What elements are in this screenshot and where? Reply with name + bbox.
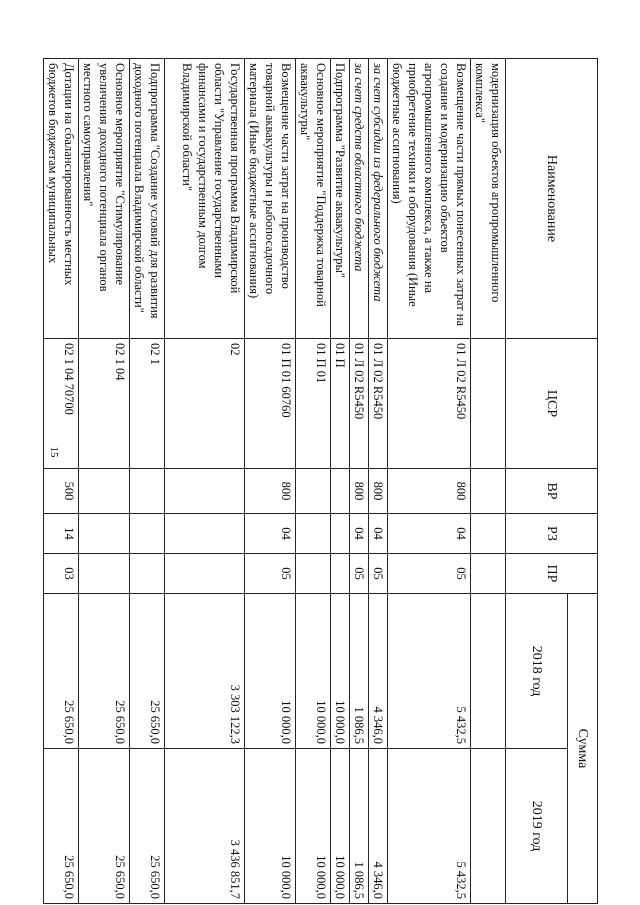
cell-vr	[471, 469, 506, 514]
cell-pr	[79, 554, 130, 594]
cell-sum-2019: 25 650,0	[44, 749, 79, 904]
table-row	[331, 59, 350, 904]
cell-rz: 04	[350, 514, 369, 554]
header-pr: ПР	[506, 554, 598, 594]
cell-name: Возмещение части прямых понесенных затрат на создание и модернизацию объектов агропромышленного комплекса, а также на приобретение техники и оборудования (Иные бюджетные ассигнования)	[388, 59, 471, 339]
cell-sum-2019: 1 086,5	[350, 749, 369, 904]
cell-csr: 02 1 04	[79, 339, 130, 469]
cell-pr: 05	[245, 554, 296, 594]
cell-rz	[165, 514, 245, 554]
cell-sum-2019: 3 436 851,7	[165, 749, 245, 904]
cell-vr: 800	[369, 469, 388, 514]
cell-sum-2019: 25 650,0	[130, 749, 165, 904]
cell-vr	[165, 469, 245, 514]
cell-vr: 800	[350, 469, 369, 514]
cell-name: Основное мероприятие "Стимулирование увеличения доходного потенциала органов местного самоуправления"	[79, 59, 130, 339]
cell-sum-2018: 25 650,0	[44, 594, 79, 749]
cell-rz: 14	[44, 514, 79, 554]
cell-name: Подпрограмма "Создание условий для развития доходного потенциала Владимирской области"	[130, 59, 165, 339]
cell-pr	[331, 554, 350, 594]
cell-sum-2018: 25 650,0	[130, 594, 165, 749]
table-row	[471, 59, 506, 904]
cell-name: Дотации на сбалансированность местных бюджетов бюджетам муниципальных	[44, 59, 79, 339]
header-csr: ЦСР	[506, 339, 598, 469]
cell-sum-2019: 10 000,0	[296, 749, 331, 904]
header-year-2019: 2019 год	[506, 749, 568, 904]
cell-csr: 01 П 01 60760	[245, 339, 296, 469]
table-row	[296, 59, 331, 904]
cell-rz	[79, 514, 130, 554]
cell-rz: 04	[245, 514, 296, 554]
cell-rz: 04	[388, 514, 471, 554]
table-row	[369, 59, 388, 904]
cell-csr: 01 П 01	[296, 339, 331, 469]
table-row	[44, 59, 79, 904]
cell-csr: 01 Л 02 R5450	[388, 339, 471, 469]
cell-csr: 02	[165, 339, 245, 469]
cell-sum-2018: 4 346,0	[369, 594, 388, 749]
cell-pr	[130, 554, 165, 594]
table-body	[44, 59, 506, 904]
cell-name: за счет субсидии из федерального бюджета	[369, 59, 388, 339]
header-year-2018: 2018 год	[506, 594, 568, 749]
cell-pr	[296, 554, 331, 594]
header-sum: Сумма	[568, 594, 598, 904]
header-name: Наименование	[506, 59, 598, 339]
cell-name: Основное мероприятие "Поддержка товарной аквакультуры"	[296, 59, 331, 339]
cell-vr: 500	[44, 469, 79, 514]
cell-rz	[296, 514, 331, 554]
cell-sum-2018: 3 303 122,3	[165, 594, 245, 749]
cell-pr: 05	[350, 554, 369, 594]
cell-name: модернизация объектов агропромышленного комплекса"	[471, 59, 506, 339]
cell-sum-2018: 10 000,0	[331, 594, 350, 749]
cell-sum-2018: 5 432,5	[388, 594, 471, 749]
header-vr: ВР	[506, 469, 598, 514]
cell-sum-2019: 25 650,0	[79, 749, 130, 904]
cell-csr	[471, 339, 506, 469]
cell-sum-2018: 1 086,5	[350, 594, 369, 749]
table-row	[130, 59, 165, 904]
cell-name: Возмещение части затрат на производство товарной аквакультуры и рыбопосадочного материала (Иные бюджетные ассигнования)	[245, 59, 296, 339]
cell-sum-2019: 10 000,0	[245, 749, 296, 904]
budget-table	[43, 58, 598, 904]
cell-vr	[331, 469, 350, 514]
cell-vr	[79, 469, 130, 514]
cell-csr: 01 П	[331, 339, 350, 469]
table-row	[245, 59, 296, 904]
cell-pr: 03	[44, 554, 79, 594]
cell-csr: 02 1	[130, 339, 165, 469]
cell-name: за счет средств областного бюджета	[350, 59, 369, 339]
cell-sum-2019: 4 346,0	[369, 749, 388, 904]
table-row	[350, 59, 369, 904]
cell-csr: 01 Л 02 R5450	[369, 339, 388, 469]
cell-vr	[130, 469, 165, 514]
cell-sum-2018: 25 650,0	[79, 594, 130, 749]
cell-csr: 01 Л 02 R5450	[350, 339, 369, 469]
table-row	[79, 59, 130, 904]
cell-vr: 800	[388, 469, 471, 514]
cell-sum-2019	[471, 749, 506, 904]
cell-sum-2018	[471, 594, 506, 749]
cell-rz: 04	[369, 514, 388, 554]
page-number: 15	[48, 446, 60, 458]
table-row	[165, 59, 245, 904]
table-row	[388, 59, 471, 904]
cell-pr: 05	[388, 554, 471, 594]
cell-sum-2018: 10 000,0	[296, 594, 331, 749]
cell-name: Подпрограмма "Развитие аквакультуры"	[331, 59, 350, 339]
cell-rz	[471, 514, 506, 554]
cell-csr: 02 1 04 70700	[44, 339, 79, 469]
cell-rz	[331, 514, 350, 554]
cell-rz	[130, 514, 165, 554]
cell-pr	[471, 554, 506, 594]
cell-pr: 05	[369, 554, 388, 594]
header-rz: РЗ	[506, 514, 598, 554]
cell-pr	[165, 554, 245, 594]
cell-name: Государственная программа Владимирской области "Управление государственными финансами и государственным долгом Владимирской области"	[165, 59, 245, 339]
cell-sum-2019: 10 000,0	[331, 749, 350, 904]
cell-sum-2019: 5 432,5	[388, 749, 471, 904]
cell-sum-2018: 10 000,0	[245, 594, 296, 749]
cell-vr: 800	[245, 469, 296, 514]
cell-vr	[296, 469, 331, 514]
